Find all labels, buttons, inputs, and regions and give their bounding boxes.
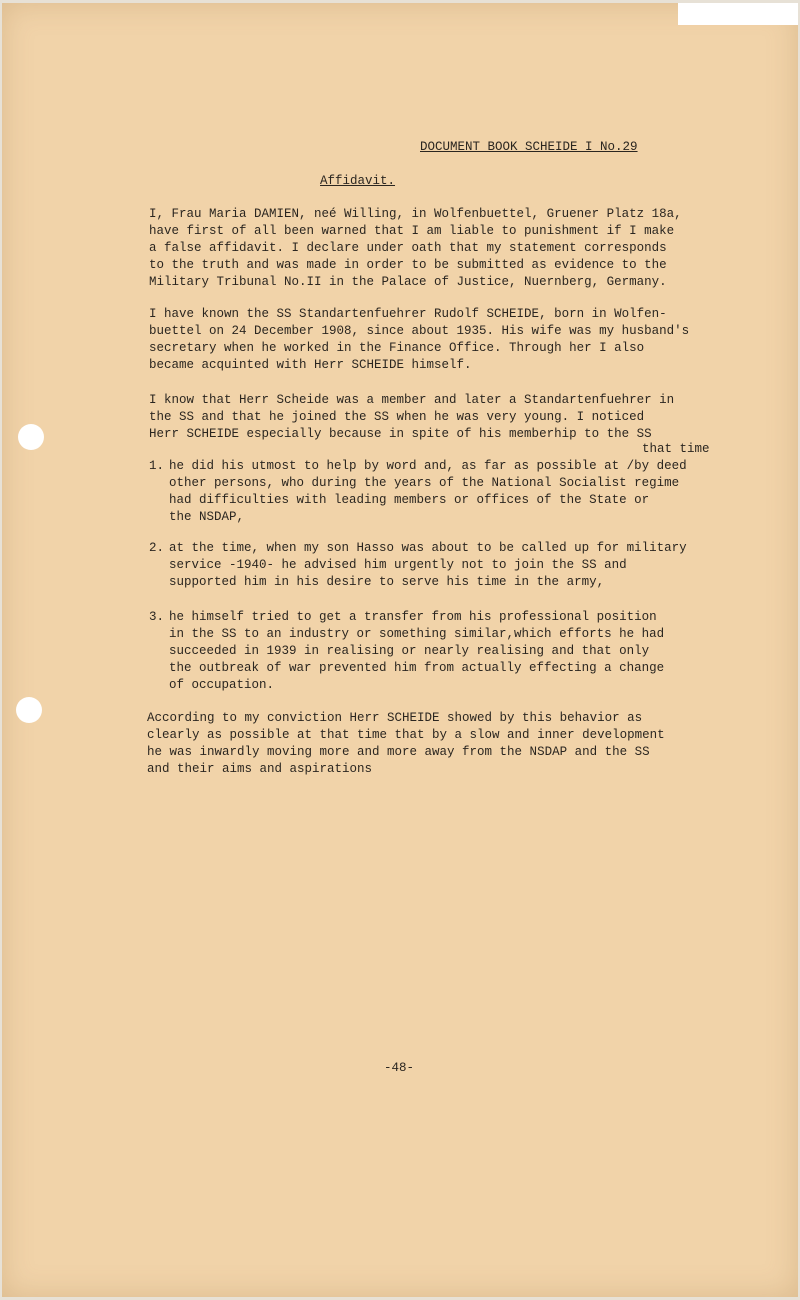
list-item (149, 609, 664, 694)
text-line: Military Tribunal No.II in the Palace of Justice, Nuernberg, Germany. (149, 275, 667, 289)
text-line: succeeded in 1939 in realising or nearly realising and that only (169, 644, 650, 658)
text-line: have first of all been warned that I am liable to punishment if I make (149, 224, 675, 238)
text-line: I know that Herr Scheide was a member and later a Standartenfuehrer in (149, 393, 675, 407)
text-line: to the truth and was made in order to be submitted as evidence to the (149, 258, 667, 272)
text-line: I, Frau Maria DAMIEN, neé Willing, in Wolfenbuettel, Gruener Platz 18a, (149, 207, 682, 221)
text-line: buettel on 24 December 1908, since about 1935. His wife was my husband's (149, 324, 690, 338)
document-page (2, 3, 798, 1297)
punch-hole (16, 697, 42, 723)
torn-corner (678, 3, 798, 25)
text-line: he did his utmost to help by word and, as far as possible at /by deed (169, 459, 687, 473)
intro-paragraph (149, 206, 682, 291)
text-line: and their aims and aspirations (147, 762, 373, 776)
document-header: DOCUMENT BOOK SCHEIDE I No.29 (420, 140, 638, 154)
text-line: clearly as possible at that time that by a slow and inner development (147, 728, 665, 742)
knowledge-paragraph (149, 392, 674, 443)
text-line: According to my conviction Herr SCHEIDE showed by this behavior as (147, 711, 643, 725)
text-line: secretary when he worked in the Finance Office. Through her I also (149, 341, 645, 355)
text-line: had difficulties with leading members or offices of the State or (169, 493, 650, 507)
text-line: supported him in his desire to serve his time in the army, (169, 575, 605, 589)
text-line: he himself tried to get a transfer from his professional position (169, 610, 657, 624)
text-line: service -1940- he advised him urgently not to join the SS and (169, 558, 627, 572)
conclusion-paragraph (147, 710, 665, 778)
text-line: in the SS to an industry or something similar,which efforts he had (169, 627, 665, 641)
text-line: I have known the SS Standartenfuehrer Rudolf SCHEIDE, born in Wolfen- (149, 307, 667, 321)
text-line: he was inwardly moving more and more away from the NSDAP and the SS (147, 745, 650, 759)
text-line: of occupation. (169, 678, 275, 692)
text-line: a false affidavit. I declare under oath that my statement corresponds (149, 241, 667, 255)
item-number: 3. (149, 610, 165, 624)
list-item (149, 540, 687, 591)
text-line: other persons, who during the years of the National Socialist regime (169, 476, 680, 490)
page-number: -48- (384, 1061, 415, 1075)
item-number: 1. (149, 459, 165, 473)
text-line: became acquinted with Herr SCHEIDE himself. (149, 358, 472, 372)
text-line: the outbreak of war prevented him from actually effecting a change (169, 661, 665, 675)
text-line: the NSDAP, (169, 510, 245, 524)
item-number: 2. (149, 541, 165, 555)
acquaintance-paragraph (149, 306, 689, 374)
list-item (149, 458, 687, 526)
text-line: Herr SCHEIDE especially because in spite of his memberhip to the SS (149, 427, 652, 441)
handwritten-insertion: that time (642, 442, 710, 456)
text-line: at the time, when my son Hasso was about to be called up for military (169, 541, 687, 555)
punch-hole (18, 424, 44, 450)
document-title: Affidavit. (320, 174, 396, 188)
text-line: the SS and that he joined the SS when he was very young. I noticed (149, 410, 645, 424)
